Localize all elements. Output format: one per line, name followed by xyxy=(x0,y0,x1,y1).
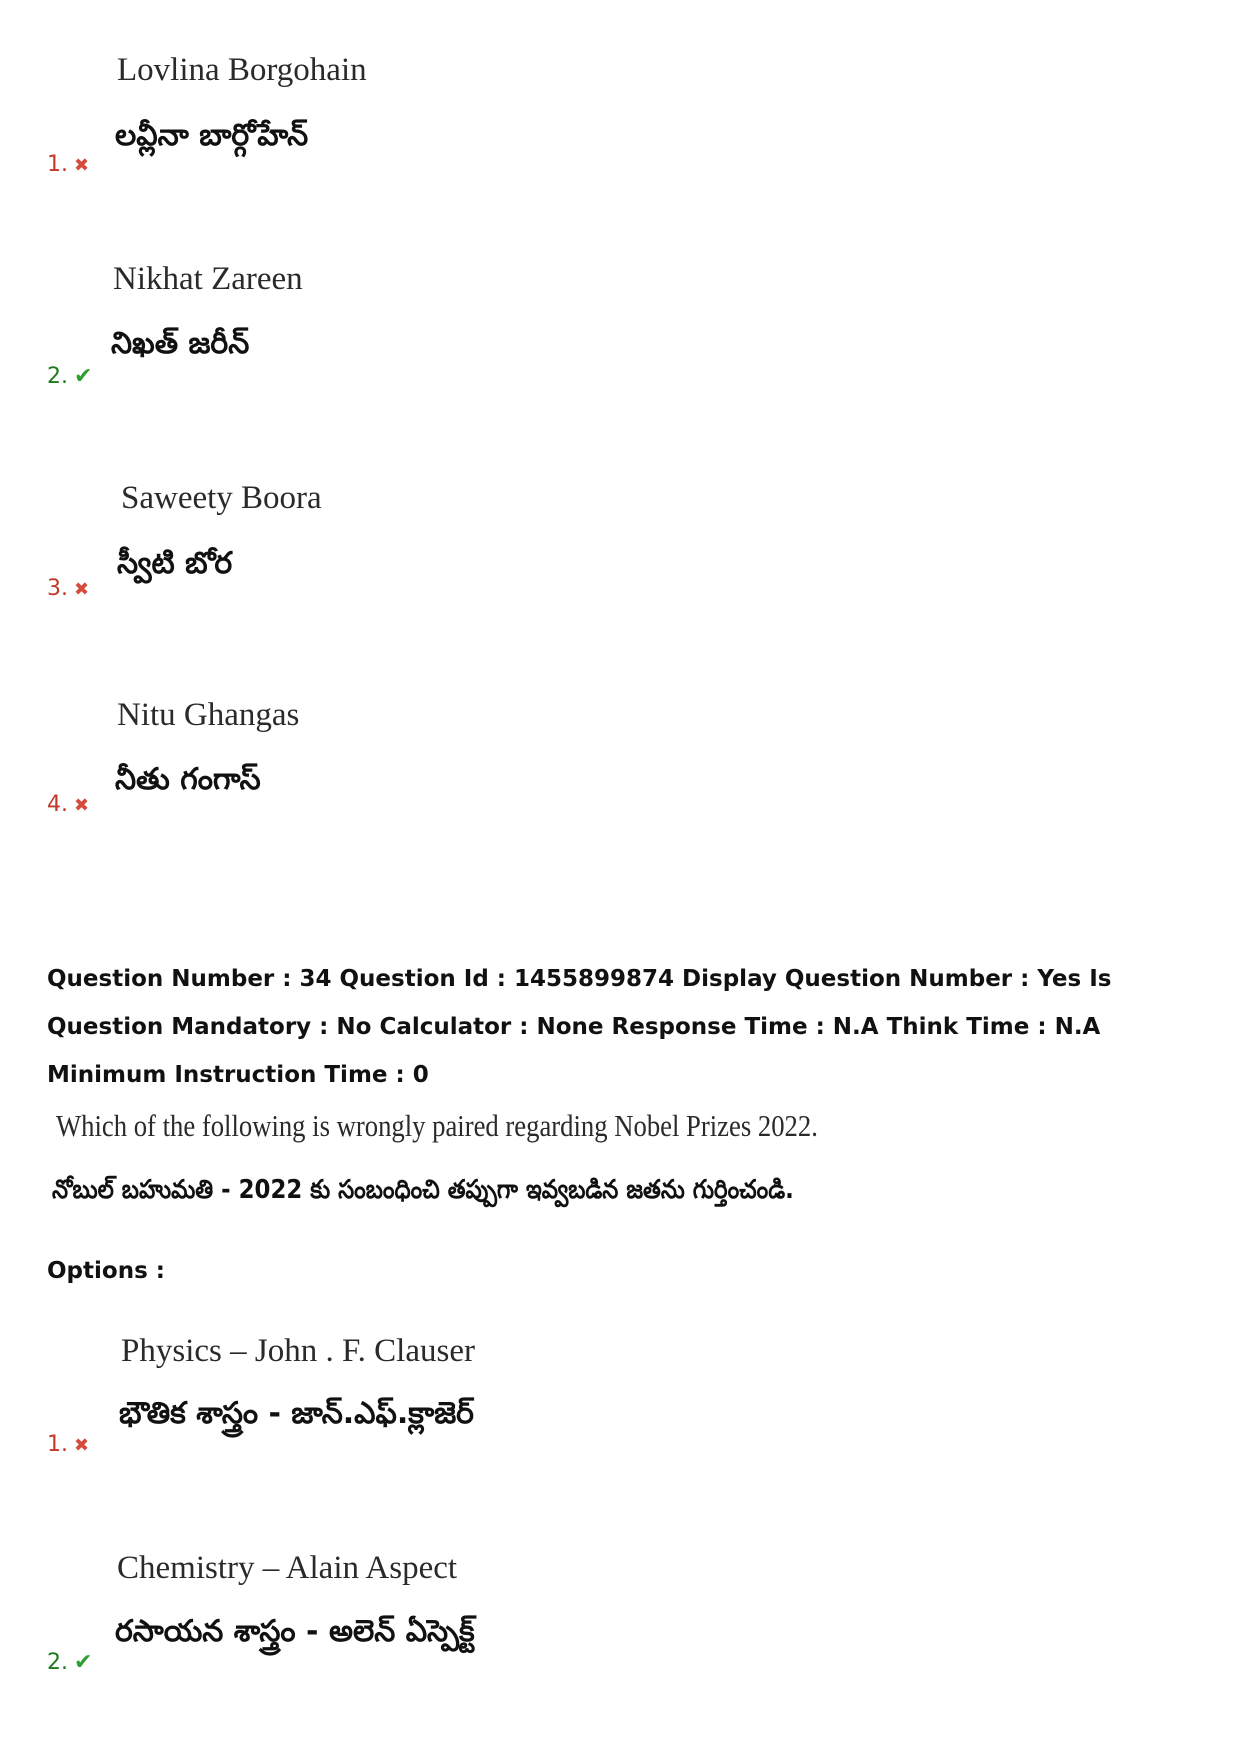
option-text-en: Nitu Ghangas xyxy=(117,697,300,733)
option-text-te: స్వీటి బోర xyxy=(117,546,233,581)
option-text-te: రసాయన శాస్త్రం - అలెన్ ఏస్పెక్ట్ xyxy=(115,1614,475,1649)
option-number: 1. ✖ xyxy=(47,1432,90,1457)
option-text-en: Lovlina Borgohain xyxy=(117,52,367,88)
option-number: 1. ✖ xyxy=(47,152,90,177)
cross-icon: ✖ xyxy=(74,155,90,176)
option-text-te: భౌతిక శాస్త్రం - జాన్.ఎఫ్.క్లాజెర్ xyxy=(119,1396,474,1431)
cross-icon: ✖ xyxy=(74,1435,90,1456)
question-text-en: Which of the following is wrongly paired regarding Nobel Prizes 2022. xyxy=(56,1108,818,1143)
question-text-te: నోబుల్ బహుమతి - 2022 కు సంబంధించి తప్పుగా ఇవ్వబడిన జతను గుర్తించండి. xyxy=(52,1175,794,1205)
option-text-en: Chemistry – Alain Aspect xyxy=(117,1550,458,1586)
option-text-te: నిఖత్ జరీన్ xyxy=(111,326,250,361)
option-text-en: Nikhat Zareen xyxy=(113,261,303,297)
option-text-te: లవ్లీనా బార్గోహేన్ xyxy=(115,118,309,153)
question-meta: Question Number : 34 Question Id : 1455899874 Display Question Number : Yes Is Question Mandatory : No Calculator : None Response Time : N.A Think Time : N.A Minimum Instruction Time : 0 xyxy=(47,966,1112,1088)
cross-icon: ✖ xyxy=(74,795,90,816)
cross-icon: ✖ xyxy=(74,579,90,600)
option-number: 4. ✖ xyxy=(47,792,90,817)
option-text-te: నీతు గంగాస్ xyxy=(115,762,261,797)
option-number: 3. ✖ xyxy=(47,576,90,601)
option-number: 2. ✔ xyxy=(47,1650,93,1675)
option-text-en: Physics – John . F. Clauser xyxy=(121,1333,475,1369)
check-icon: ✔ xyxy=(74,364,93,389)
option-number: 2. ✔ xyxy=(47,364,93,389)
options-label: Options : xyxy=(47,1258,165,1284)
option-text-en: Saweety Boora xyxy=(121,480,322,516)
check-icon: ✔ xyxy=(74,1650,93,1675)
